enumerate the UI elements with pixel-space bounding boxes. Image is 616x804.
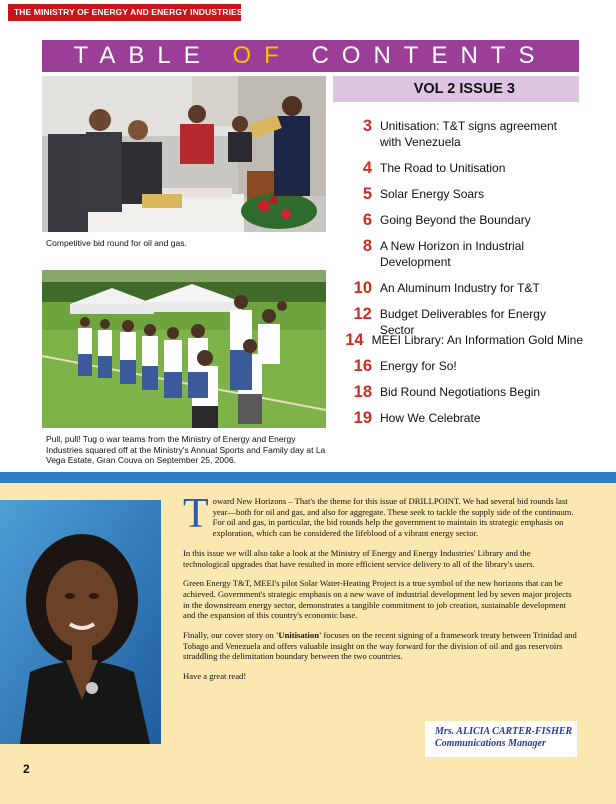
toc-page-number: 6 [362, 211, 372, 229]
toc-title: Energy for So! [380, 359, 457, 373]
letter-paragraph-2: In this issue we will also take a look at the Ministry of Energy and Energy Industries' Library and the technological upgrades that have resulted in more efficient service delivery to all of the library's users. [183, 547, 535, 569]
banner-word-of: OF [232, 42, 292, 69]
toc-page-number: 16 [353, 357, 372, 375]
toc-title: Budget Deliverables for Energy Sector [379, 307, 546, 337]
toc-item[interactable] [343, 238, 583, 270]
bid-round-caption: Competitive bid round for oil and gas. [46, 238, 187, 248]
letter-paragraph-4: Finally, our cover story on 'Unitisation' focuses on the recent signing of a framework treaty between Trinidad and Tobago and Venezuela and offers valuable insight on the way forward for the division of oil and gas reservoirs straddling the delimitation boundary between the two countries. [183, 630, 577, 662]
ministry-label: THE MINISTRY OF ENERGY AND ENERGY INDUSTRIES [8, 4, 241, 21]
toc-title: Bid Round Negotiations Begin [380, 385, 541, 399]
toc-item[interactable] [343, 160, 583, 176]
toc-page-number: 19 [353, 409, 372, 427]
letter-paragraph-5: Have a great read! [183, 671, 247, 682]
toc-item[interactable] [343, 384, 583, 400]
editor-portrait [0, 500, 161, 744]
toc-item[interactable] [343, 332, 583, 348]
tug-of-war-photo [42, 270, 326, 428]
toc-title: Going Beyond the Boundary [380, 213, 531, 227]
toc-title: MEEI Library: An Information Gold Mine [371, 333, 583, 347]
toc-page-number: 12 [353, 305, 372, 323]
editorial-letter [183, 491, 577, 691]
toc-page-number: 10 [353, 279, 372, 297]
signature-name: Mrs. ALICIA CARTER-FISHER [435, 726, 573, 737]
drop-cap: T [183, 491, 209, 537]
signature-box [425, 721, 577, 757]
toc-title: An Aluminum Industry for T&T [380, 281, 540, 295]
bid-round-photo [42, 76, 326, 232]
letter-paragraph-3: Green Energy T&T, MEEI's pilot Solar Water-Heating Project is a true symbol of the new horizons that can be achieved. Government's strategic emphasis on a new wave of industrial development led by seven major projects in the downstream energy sector, demonstrates a tangible commitment to job creation, sustainable development and the expansion of this country's economic base. [183, 578, 572, 621]
toc-item[interactable] [343, 280, 583, 296]
page-number: 2 [23, 762, 30, 776]
banner-word-contents: CONTENTS [311, 42, 548, 69]
toc-item[interactable] [343, 118, 583, 150]
toc-page-number: 8 [362, 237, 372, 255]
divider-stripe [0, 472, 616, 483]
letter-paragraph-1: Toward New Horizons – That's the theme for this issue of DRILLPOINT. We had several bid rounds last year—both for oil and gas, and also for aggregate. These seek to tackle the supply side of the continuum. For oil and gas, in particular, the bid rounds help the government to maintain its strategic emphasis on exploration, which can be considered the lifeblood of a vibrant energy sector. [183, 491, 574, 539]
toc-title: The Road to Unitisation [380, 161, 506, 175]
toc-item[interactable] [343, 186, 583, 202]
toc-title: Unitisation: T&T signs agreement with Venezuela [380, 119, 557, 149]
signature-role: Communications Manager [435, 738, 546, 749]
toc-item[interactable] [343, 358, 583, 374]
volume-issue-label: VOL 2 ISSUE 3 [333, 76, 579, 102]
toc-page-number: 4 [362, 159, 372, 177]
banner-word-table: TABLE [73, 42, 213, 69]
tug-of-war-caption: Pull, pull! Tug o war teams from the Ministry of Energy and Energy Industries squared off at the Ministry's Annual Sports and Family day at La Vega Estate, Gran Couva on September 25, 2006. [46, 434, 326, 465]
toc-item[interactable] [343, 410, 583, 426]
toc-title: How We Celebrate [380, 411, 481, 425]
toc-page-number: 18 [353, 383, 372, 401]
toc-page-number: 3 [362, 117, 372, 135]
toc-page-number: 5 [362, 185, 372, 203]
toc-banner [42, 40, 579, 72]
toc-item[interactable] [343, 212, 583, 228]
toc-title: Solar Energy Soars [380, 187, 485, 201]
toc-title: A New Horizon in Industrial Development [380, 239, 525, 269]
toc-page-number: 14 [345, 331, 364, 349]
